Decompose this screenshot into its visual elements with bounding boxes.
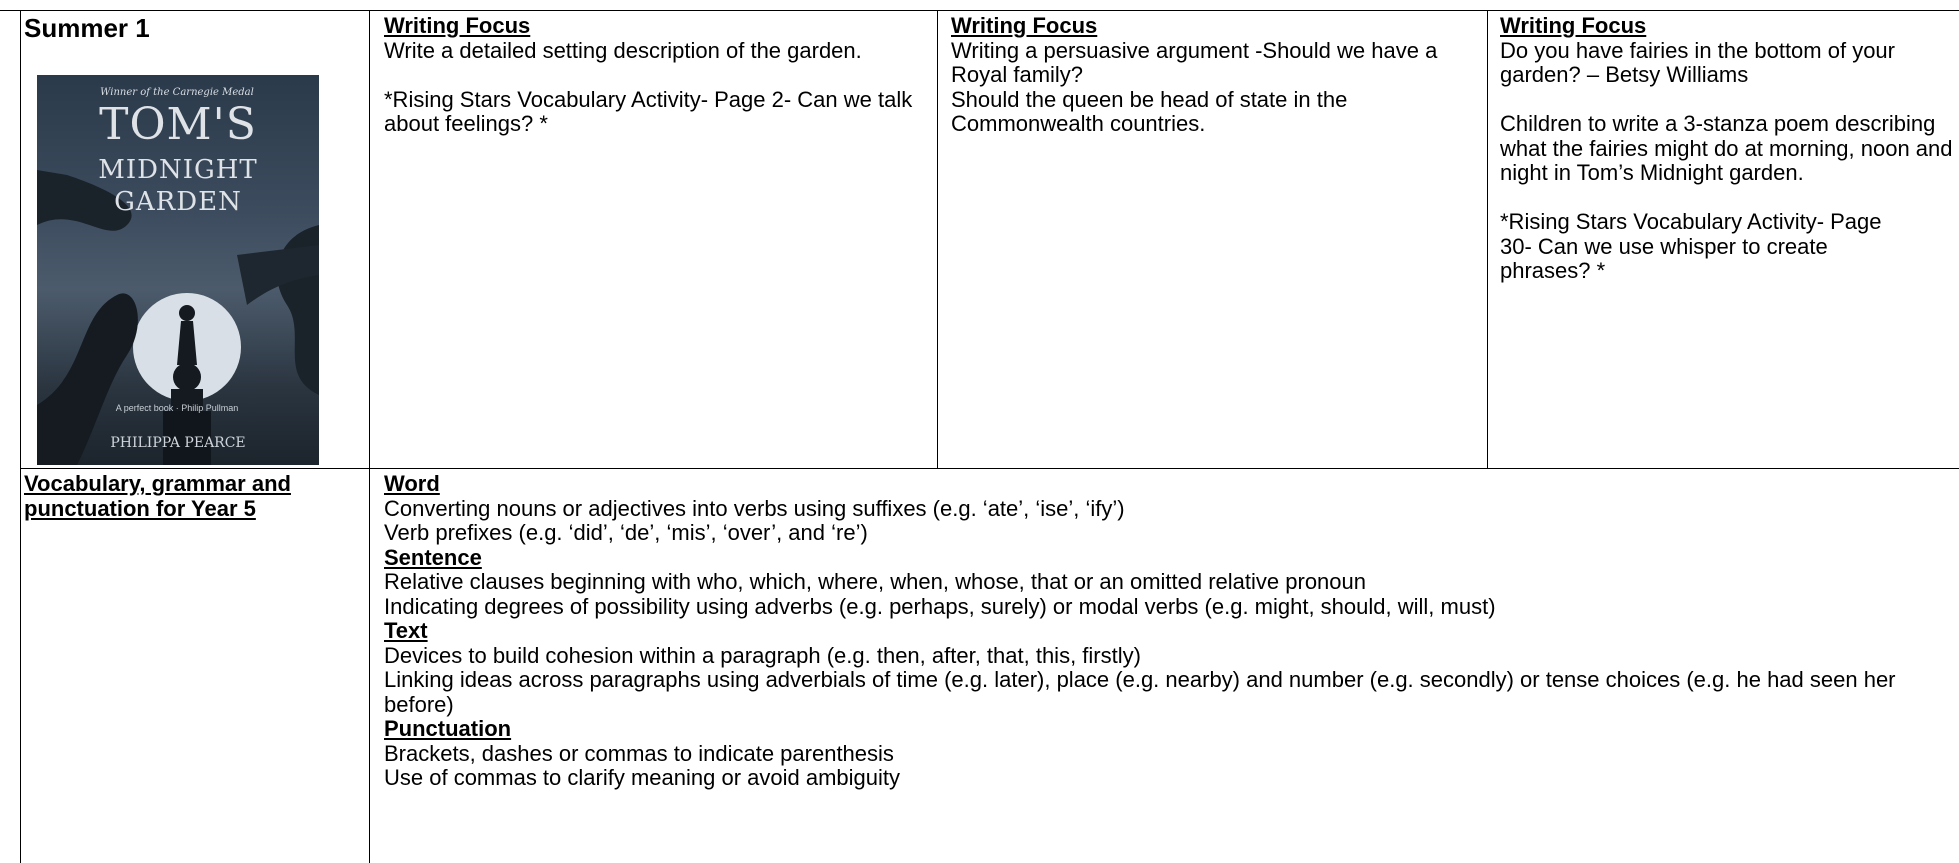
vgp-item: Brackets, dashes or commas to indicate parenthesis: [384, 740, 894, 766]
term-title: Summer 1: [24, 13, 150, 43]
book-cover-image: [37, 75, 319, 465]
paragraph-spacer: [1500, 88, 1959, 113]
writing-focus-text: Write a detailed setting description of the garden.: [384, 37, 862, 63]
table-column-divider-3: [1487, 10, 1488, 469]
vgp-item: Devices to build cohesion within a paragraph (e.g. then, after, that, this, firstly): [384, 642, 1141, 668]
cover-author: PHILIPPA PEARCE: [110, 435, 246, 451]
cover-award-banner: Winner of the Carnegie Medal: [100, 87, 254, 98]
cover-quote: A perfect book · Philip Pullman: [115, 403, 239, 413]
writing-focus-text: *Rising Stars Vocabulary Activity- Page 30- Can we use whisper to create phrases? *: [1500, 209, 1882, 283]
section-heading-word: Word: [384, 471, 440, 496]
vgp-item: Relative clauses beginning with who, which, where, when, whose, that or an omitted relative pronoun: [384, 569, 1366, 594]
writing-focus-cell-3: [1500, 14, 1959, 284]
table-border-left: [20, 10, 21, 863]
table-column-divider-1: [369, 10, 370, 863]
vgp-item: Indicating degrees of possibility using adverbs (e.g. perhaps, surely) or modal verbs (e.g. might, should, will, must): [384, 593, 1496, 619]
writing-focus-text: *Rising Stars Vocabulary Activity- Page 2- Can we talk about feelings? *: [384, 86, 913, 136]
vgp-item: Verb prefixes (e.g. ‘did’, ‘de’, ‘mis’, ‘over’, and ‘re’): [384, 520, 868, 545]
paragraph-spacer: [1500, 186, 1959, 211]
writing-focus-cell-2: [951, 14, 1484, 137]
section-heading-punctuation: Punctuation: [384, 716, 512, 741]
vgp-label-cell: [24, 472, 366, 521]
cover-title-line-1: TOM'S: [99, 99, 257, 150]
section-heading-sentence: Sentence: [384, 544, 482, 570]
table-row-divider: [20, 468, 1959, 469]
vgp-item: Use of commas to clarify meaning or avoid ambiguity: [384, 765, 900, 790]
section-heading-text: Text: [384, 618, 428, 643]
vgp-content-cell: [384, 472, 1959, 791]
writing-focus-text: Writing a persuasive argument -Should we have a Royal family?: [951, 37, 1438, 87]
writing-focus-heading: Writing Focus: [1500, 13, 1647, 38]
writing-focus-text: Children to write a 3-stanza poem describing what the fairies might do at morning, noon and night in Tom’s Midnight garden.: [1500, 111, 1953, 185]
writing-focus-heading: Writing Focus: [384, 13, 531, 38]
writing-focus-text: Should the queen be head of state in the Commonwealth countries.: [951, 86, 1348, 136]
cover-title-line-3: GARDEN: [114, 187, 242, 217]
writing-focus-heading: Writing Focus: [951, 13, 1098, 38]
writing-focus-text: Do you have fairies in the bottom of your garden? – Betsy Williams: [1500, 37, 1895, 87]
paragraph-spacer: [384, 63, 934, 88]
vgp-item: Linking ideas across paragraphs using adverbials of time (e.g. later), place (e.g. nearby) and number (e.g. secondly) or tense choices (e.g. he had seen her before): [384, 667, 1896, 717]
writing-focus-cell-1: [384, 14, 934, 137]
vgp-item: Converting nouns or adjectives into verbs using suffixes (e.g. ‘ate’, ‘ise’, ‘ify’): [384, 495, 1125, 521]
vgp-label: Vocabulary, grammar and punctuation for Year 5: [24, 471, 291, 521]
table-border-top: [0, 10, 1959, 11]
table-column-divider-2: [937, 10, 938, 469]
cover-title-line-2: MIDNIGHT: [98, 155, 258, 185]
